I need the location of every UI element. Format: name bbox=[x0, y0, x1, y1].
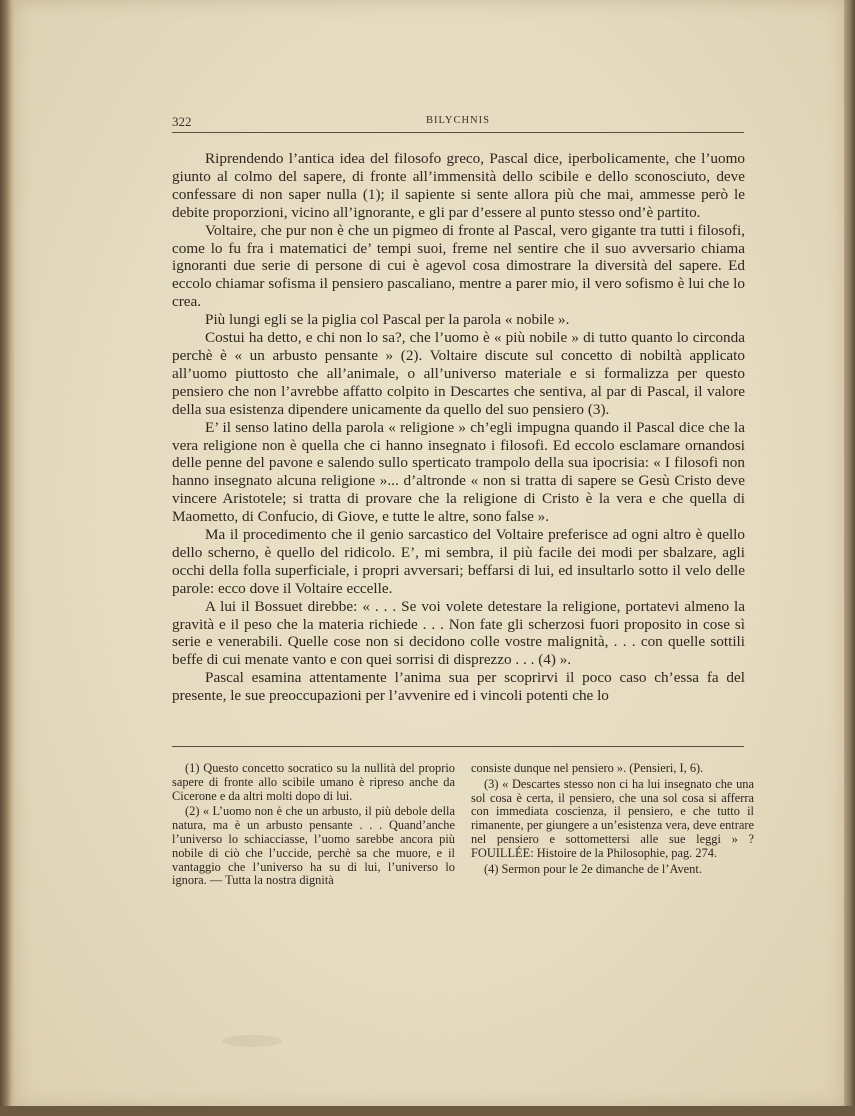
running-head: BILYCHNIS bbox=[426, 115, 490, 126]
paragraph: Costui ha detto, e chi non lo sa?, che l’uomo è « più nobile » di tutto quanto lo circonda perchè è « un arbusto pensante » (2). Voltaire discute sul concetto di nobiltà applicato all’uomo piuttosto che all’animale, o all’universo materiale e si formalizza per questo pensiero che non l’avrebbe affatto colpito in Descartes che sentiva, al par di Pascal, il valore della sua esistenza dipendere unicamente da quello del suo pensiero (3). bbox=[172, 329, 745, 418]
footnote: (3) « Descartes stesso non ci ha lui insegnato che una sol cosa è certa, il pensiero, che una sol cosa si afferra con immediata coscienza, il pensiero, e che tutto il rimanente, per giungere a un’esistenza vera, deve entrare nel pensiero e sottomettersi alle sue leggi » ? FOUILLÉE: Histoire de la Philosophie, pag. 274. bbox=[471, 776, 754, 860]
paragraph: Voltaire, che pur non è che un pigmeo di fronte al Pascal, vero gigante tra tutti i filosofi, come lo fu fra i matematici de’ tempi suoi, freme nel sentire che il suo avversario chiama ignoranti due serie di persone di cui è agevol cosa dimostrare la diversità del sapere. Ed eccolo chiamar sofisma il pensiero pascaliano, mentre a parer mio, il vero sofismo è lui che lo crea. bbox=[172, 221, 745, 311]
footnote: (2) « L’uomo non è che un arbusto, il più debole della natura, ma è un arbusto pensante . . . Quand’anche l’universo lo schiacciasse, l’uomo sarebbe ancora più nobile di ciò che l’uccide, perchè sa che muore, e il vantaggio che l’universo ha su di lui, l’universo lo ignora. — Tutta la nostra dignità bbox=[172, 804, 455, 888]
paragraph: A lui il Bossuet direbbe: « . . . Se voi volete detestare la religione, portatevi almeno la gravità e il peso che la materia richiede . . . Non fate gli scherzosi fuori proposito in cose sì serie e venerabili. Quelle cose non si decidono colle vostre malignità, . . . con quelle sottili beffe di cui menate vanto e con quei sorrisi di disprezzo . . . (4) ». bbox=[172, 597, 745, 669]
paragraph: Pascal esamina attentamente l’anima sua per scoprirvi il poco caso ch’essa fa del presente, le sue preoccupazioni per l’avvenire ed i vincoli potenti che lo bbox=[172, 669, 745, 705]
paragraph: E’ il senso latino della parola « religione » ch’egli impugna quando il Pascal dice che la vera religione non è quella che ci hanno insegnato i filosofi. Ed eccolo esclamare ornandosi delle penne del pavone e salendo sullo sperticato trampolo della sua ipocrisia: « I filosofi non hanno insegnato alcuna religione »... d’altronde « non si tratta di sapere se Gesù Cristo deve vincere Aristotele; si tratta di provare che la religione di Cristo è la vera e che quella di Maometto, di Confucio, di Giove, e tutte le altre, sono false ». bbox=[172, 418, 745, 526]
footnote-continuation: consiste dunque nel pensiero ». (Pensieri, I, 6). bbox=[471, 761, 704, 775]
page-header bbox=[172, 112, 744, 133]
main-text bbox=[172, 150, 745, 705]
page-stain bbox=[222, 1035, 282, 1047]
footnotes-left-column bbox=[172, 762, 455, 890]
footnote: (1) Questo concetto socratico su la nullità del proprio sapere di fronte allo scibile umano è ripreso anche da Cicerone e da altri molti dopo di lui. bbox=[172, 761, 455, 803]
paragraph: Ma il procedimento che il genio sarcastico del Voltaire preferisce ad ogni altro è quello dello scherno, è quello del ridicolo. E’, mi sembra, il più facile dei modi per sbalzare, agli occhi della folla superficiale, i propri avversari; beffarsi di lui, ed insultarlo sotto il velo delle parole: ecco dove il Voltaire eccelle. bbox=[172, 526, 745, 597]
scan-edge bbox=[0, 1106, 855, 1116]
footnotes-right-column bbox=[471, 762, 754, 878]
footnote: (4) Sermon pour le 2e dimanche de l’Avent. bbox=[484, 861, 702, 876]
footnote-separator bbox=[172, 746, 744, 747]
paragraph: Più lungi egli se la piglia col Pascal per la parola « nobile ». bbox=[205, 311, 570, 329]
paragraph: Riprendendo l’antica idea del filosofo greco, Pascal dice, iperbolicamente, che l’uomo giunto al colmo del sapere, di fronte all’immensità dello scibile e dello sconosciuto, deve confessare di non saper nulla (1); il sapiente si sente allora più che mai, ammesse però le debite proporzioni, vicino all’ignorante, e gli par d’essere al punto stesso ond’è partito. bbox=[172, 150, 745, 221]
page-number: 322 bbox=[172, 114, 192, 129]
